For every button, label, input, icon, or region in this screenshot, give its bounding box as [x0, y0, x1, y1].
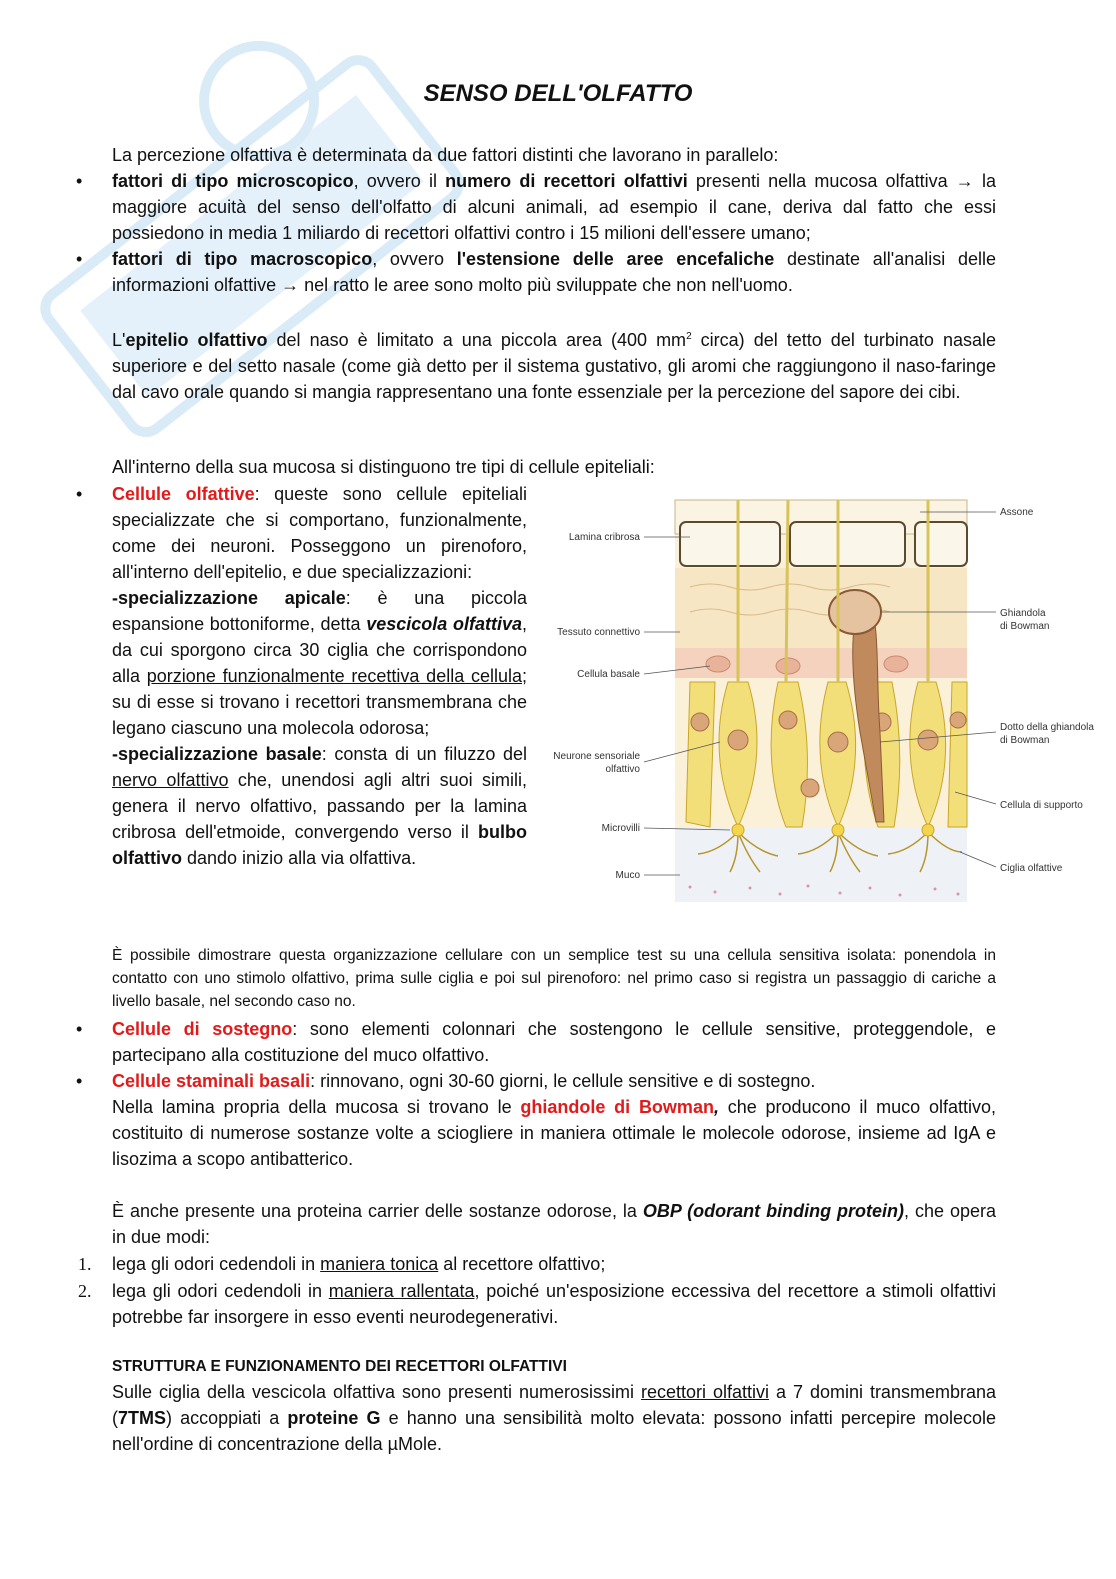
- label-dotto-1: Dotto della ghiandola: [1000, 722, 1094, 733]
- bullet-marker: •: [76, 171, 83, 191]
- bullet-marker: •: [76, 1019, 83, 1039]
- cribriform-plate: [680, 522, 780, 566]
- basal-cell: [706, 656, 730, 672]
- test-paragraph: È possibile dimostrare questa organizzazione cellulare con un semplice test su una cellula sensitiva isolata: ponendola in contatto con uno stimolo olfattivo, prima sulle ciglia e poi sul pirenoforo: nel primo caso si registra un passaggio di cariche a livello basale, nel secondo caso no.: [112, 947, 996, 1010]
- label-lamina: Lamina cribrosa: [568, 532, 640, 543]
- label-supporto: Cellula di supporto: [1000, 800, 1083, 811]
- bullet-macroscopic: fattori di tipo macroscopico, ovvero l'estensione delle aree encefaliche destinate all'analisi delle informazioni olfattive → nel ratto le aree sono molto più sviluppate che non nell'uomo.: [112, 249, 997, 295]
- label-neurone-1: Neurone sensoriale: [553, 751, 640, 762]
- label-tessuto: Tessuto connettivo: [557, 627, 640, 638]
- label-ghiandola-1: Ghiandola: [1000, 608, 1046, 619]
- bullet-marker: •: [76, 249, 83, 269]
- label-microvilli: Microvilli: [601, 823, 640, 834]
- page-title: SENSO DELL'OLFATTO: [423, 80, 693, 107]
- section-heading: STRUTTURA E FUNZIONAMENTO DEI RECETTORI OLFATTIVI: [112, 1358, 567, 1375]
- label-neurone-2: olfattivo: [605, 764, 640, 775]
- intro-paragraph: La percezione olfattiva è determinata da due fattori distinti che lavorano in parallelo:: [112, 145, 779, 165]
- label-muco: Muco: [615, 870, 640, 881]
- list-item: lega gli odori cedendoli in maniera tonica al recettore olfattivo;: [112, 1254, 606, 1274]
- label-dotto-2: di Bowman: [1000, 735, 1050, 746]
- label-ghiandola-2: di Bowman: [1000, 621, 1050, 632]
- support-cells-paragraph: Cellule di sostegno: sono elementi colonnari che sostengono le cellule sensitive, proteggendole, e partecipano alla costituzione del muco olfattivo.: [112, 1019, 996, 1065]
- olfactory-cells-paragraph: Cellule olfattive: queste sono cellule epiteliali specializzate che si comportano, funzionalmente, come dei neuroni. Posseggono un pirenoforo, all'interno dell'epitelio, e due specializzazioni: -specializzazione apicale: è una piccola espansione bottoniforme, detta vescicola olfattiva, da cui sporgono circa 30 ciglia che corrispondono alla porzione funzionalmente recettiva della cellula; su di esse si trovano i recettori transmembrana che legano ciascuno una molecola odorosa; -specializzazione basale: consta di un filuzzo del nervo olfattivo che, unendosi agli altri suoi simili, genera il nervo olfattivo, passando per la lamina cribrosa dell'etmoide, convergendo verso il bulbo olfattivo dando inizio alla via olfattiva.: [112, 484, 528, 868]
- epithelium-paragraph: L'epitelio olfattivo del naso è limitato a una piccola area (400 $mm^2$ circa) del tetto del turbinato nasale superiore e del setto nasale (come già detto per il sistema gustativo, gli aromi che raggiungono il naso-faringe dal cavo orale quando si mangia rappresentano una fonte essenziale per la percezione del sapore dei cibi.: [112, 330, 996, 402]
- bullet-microscopic: fattori di tipo microscopico, ovvero il numero di recettori olfattivi presenti nella mucosa olfattiva → la maggiore acuità del senso dell'olfatto di alcuni animali, ad esempio il cane, deriva dal fatto che essi possiedono in media 1 miliardo di recettori olfattivi contro i 15 milioni dell'essere umano;: [112, 171, 996, 243]
- stem-cells-paragraph: Cellule staminali basali: rinnovano, ogni 30-60 giorni, le cellule sensitive e di sostegno.: [112, 1071, 816, 1091]
- list-number: 2.: [78, 1281, 92, 1301]
- list-number: 1.: [78, 1254, 92, 1274]
- bowman-paragraph: Nella lamina propria della mucosa si trovano le ghiandole di Bowman, che producono il muco olfattivo, costituito di numerose sostanze volte a sciogliere in maniera ottimale le molecole odorose, insieme ad IgA e lisozima a scopo antibatterico.: [112, 1097, 996, 1169]
- label-basale: Cellula basale: [577, 669, 640, 680]
- bullet-marker: •: [76, 1071, 83, 1091]
- connective-tissue: [675, 568, 967, 648]
- label-assone: Assone: [1000, 507, 1034, 518]
- label-ciglia: Ciglia olfattive: [1000, 863, 1063, 874]
- receptors-paragraph: Sulle ciglia della vescicola olfattiva sono presenti numerosissimi recettori olfattivi a 7 domini transmembrana (7TMS) accoppiati a proteine G e hanno una sensibilità molto elevata: possono infatti percepire molecole nell'ordine di concentrazione della µMole.: [112, 1382, 997, 1454]
- olfactory-epithelium-figure: [540, 492, 1110, 912]
- bullet-marker: •: [76, 484, 83, 504]
- cells-intro: All'interno della sua mucosa si distinguono tre tipi di cellule epiteliali:: [112, 457, 655, 477]
- obp-paragraph: È anche presente una proteina carrier delle sostanze odorose, la OBP (odorant binding protein), che opera in due modi:: [112, 1201, 997, 1247]
- list-item: lega gli odori cedendoli in maniera rallentata, poiché un'esposizione eccessiva del recettore a stimoli olfattivi potrebbe far insorgere in esso eventi neurodegenerativi.: [112, 1281, 996, 1327]
